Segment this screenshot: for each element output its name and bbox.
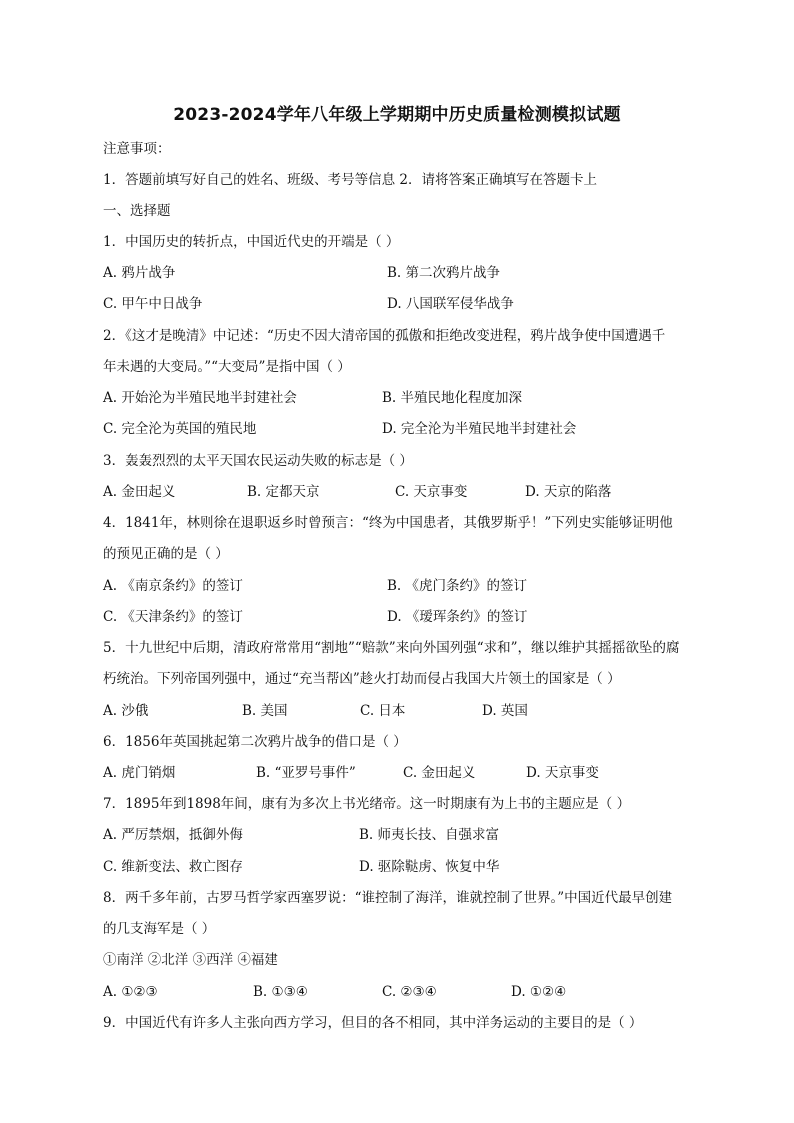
question-4-option-c: C. 《天津条约》的签订 — [103, 609, 243, 625]
question-6-option-d: D. 天京事变 — [526, 765, 599, 781]
question-7-option-d: D. 驱除鞑虏、恢复中华 — [359, 859, 500, 875]
question-8-stem-line-1: 8．两千多年前，古罗马哲学家西塞罗说：“谁控制了海洋，谁就控制了世界。”中国近代最早创建 — [103, 890, 673, 906]
question-8-option-c: C. ②③④ — [382, 984, 437, 1000]
question-2-stem-line-1: 2．《这才是晚清》中记述：“历史不因大清帝国的孤傲和拒绝改变进程，鸦片战争使中国遭遇千 — [103, 328, 666, 344]
question-2-stem-line-2: 年未遇的大变局。”“大变局”是指中国（ ） — [103, 359, 351, 375]
question-6-stem: 6．1856年英国挑起第二次鸦片战争的借口是（ ） — [103, 734, 407, 750]
question-2-option-b: B. 半殖民地化程度加深 — [382, 390, 523, 406]
question-3-option-c: C. 天京事变 — [395, 484, 468, 500]
question-1-option-d: D. 八国联军侵华战争 — [387, 296, 514, 312]
question-9-stem: 9．中国近代有许多人主张向西方学习，但目的各不相同，其中洋务运动的主要目的是（ ） — [103, 1015, 643, 1031]
question-8-option-d: D. ①②④ — [511, 984, 567, 1000]
question-8-choices: ①南洋 ②北洋 ③西洋 ④福建 — [103, 952, 278, 968]
question-7-option-c: C. 维新变法、救亡图存 — [103, 859, 243, 875]
question-3-option-d: D. 天京的陷落 — [525, 484, 612, 500]
question-8-option-b: B. ①③④ — [253, 984, 308, 1000]
question-2-option-c: C. 完全沦为英国的殖民地 — [103, 421, 257, 437]
question-5-stem-line-1: 5．十九世纪中后期，清政府常常用“割地”“赔款”来向外国列强“求和”，继以维护其摇摇欲坠的腐 — [103, 640, 680, 656]
question-1-option-c: C. 甲午中日战争 — [103, 296, 203, 312]
section-heading: 一、选择题 — [103, 203, 171, 219]
question-6-option-c: C. 金田起义 — [403, 765, 476, 781]
question-5-option-d: D. 英国 — [482, 703, 528, 719]
question-6-option-a: A. 虎门销烟 — [103, 765, 176, 781]
exam-title: 2023-2024学年八年级上学期期中历史质量检测模拟试题 — [173, 105, 621, 125]
question-1-stem: 1．中国历史的转折点，中国近代史的开端是（ ） — [103, 234, 400, 250]
question-5-stem-line-2: 朽统治。下列帝国列强中，通过“充当帮凶”趁火打劫而侵占我国大片领土的国家是（ ） — [103, 671, 621, 687]
notice-heading: 注意事项： — [103, 141, 171, 157]
notice-items: 1．答题前填写好自己的姓名、班级、考号等信息 2．请将答案正确填写在答题卡上 — [103, 172, 597, 188]
question-6-option-b: B. “亚罗号事件” — [256, 765, 356, 781]
question-2-option-d: D. 完全沦为半殖民地半封建社会 — [382, 421, 577, 437]
question-7-option-a: A. 严厉禁烟，抵御外侮 — [103, 827, 243, 843]
question-3-option-b: B. 定都天京 — [247, 484, 320, 500]
question-7-option-b: B. 师夷长技、自强求富 — [359, 827, 500, 843]
question-4-stem-line-2: 的预见正确的是（ ） — [103, 546, 229, 562]
question-1-option-b: B. 第二次鸦片战争 — [387, 265, 501, 281]
question-5-option-b: B. 美国 — [242, 703, 288, 719]
question-5-option-a: A. 沙俄 — [103, 703, 149, 719]
question-4-option-b: B. 《虎门条约》的签订 — [387, 578, 528, 594]
question-5-option-c: C. 日本 — [360, 703, 406, 719]
question-1-option-a: A. 鸦片战争 — [103, 265, 176, 281]
question-4-option-a: A. 《南京条约》的签订 — [103, 578, 243, 594]
question-8-stem-line-2: 的几支海军是（ ） — [103, 921, 216, 937]
question-4-option-d: D. 《瑷珲条约》的签订 — [387, 609, 528, 625]
question-3-stem: 3．轰轰烈烈的太平天国农民运动失败的标志是（ ） — [103, 453, 413, 469]
question-4-stem-line-1: 4．1841年，林则徐在退职返乡时曾预言：“终为中国患者，其俄罗斯乎！”下列史实能够证明他 — [103, 515, 673, 531]
question-3-option-a: A. 金田起义 — [103, 484, 176, 500]
question-2-option-a: A. 开始沦为半殖民地半封建社会 — [103, 390, 297, 406]
question-7-stem: 7．1895年到1898年间，康有为多次上书光绪帝。这一时期康有为上书的主题应是（ ） — [103, 796, 631, 812]
question-8-option-a: A. ①②③ — [103, 984, 158, 1000]
